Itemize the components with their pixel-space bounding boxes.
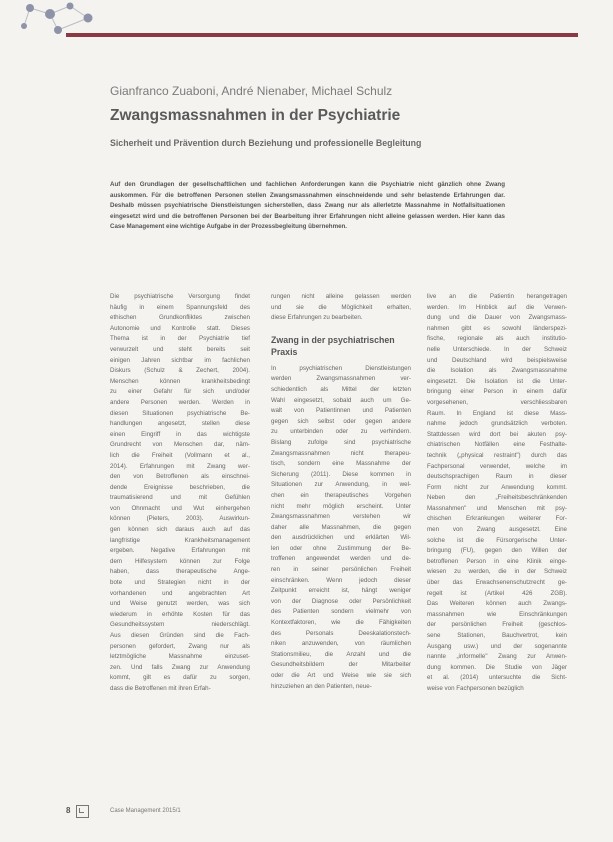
text-line: Gesundheitsbildern der Mitarbeiter — [271, 661, 411, 669]
text-line: diese Erfahrungen zu bearbeiten. — [271, 314, 363, 322]
text-line: vorhandenen und angebrachten Art — [110, 589, 250, 597]
text-line: zu einer Gefahr für sich und/oder — [110, 388, 250, 396]
text-line: ethischen Grundkonfliktes zwischen — [110, 314, 250, 322]
text-line: traumatisierend und mit Gefühlen — [110, 494, 250, 502]
text-line: Menschen können krankheitsbedingt — [110, 377, 250, 385]
text-line: sene Stationen, Bauchvertrot, kein — [427, 632, 567, 639]
text-line: walt von Patientinnen und Patienten — [271, 407, 411, 415]
text-line: letztmögliche Massnahme einzuset- — [110, 653, 250, 661]
text-line: vorgesehenen, verschliessbaren — [427, 398, 567, 406]
text-line: troffenen angewendet werden und de- — [271, 555, 411, 563]
text-line: tisch, sondern eine Massnahme der — [271, 460, 411, 468]
text-line: haben, dass therapeutische Ange- — [110, 568, 250, 576]
text-line: regelt ist (Artikel 426 ZGB). — [427, 589, 567, 597]
text-line: chischen Erkrankungen weiterer For- — [427, 515, 567, 523]
text-line: einigen Jahren sichtbar im fachlichen — [110, 356, 250, 364]
text-line: und sie die Möglichkeit erhalten, — [271, 303, 411, 311]
text-line: nicht mehr möglich erscheint. Unter — [271, 502, 411, 510]
text-line: niken anzuwenden, von räumlichen — [271, 640, 411, 648]
text-line: des Personals Deeskalationstech- — [271, 629, 411, 637]
text-line: diesen Situationen psychiatrische Be- — [110, 409, 250, 417]
text-line: personen gefordert, Zwang nur als — [110, 642, 250, 650]
text-line: kommt, gilt es dafür zu sorgen, — [110, 674, 250, 682]
text-line: Situationen zur Anwendung, in wel- — [271, 481, 411, 489]
text-line: solche ist die Fürsorgerische Unter- — [427, 536, 567, 544]
text-line: Das Weiteren können auch Zwangs- — [427, 600, 567, 608]
text-line: Grundrecht von Menschen dar, näm- — [110, 441, 250, 449]
journal-name: Case Management 2015/1 — [110, 808, 181, 814]
header-bar — [66, 33, 578, 37]
text-line: nannte „informelle" Zwang zur Anwen- — [427, 653, 567, 661]
text-line: wiederum in erhöhte Kosten für das — [110, 610, 250, 618]
text-line: nahmen gibt es sowohl länderspezi- — [427, 324, 567, 332]
page-number: 8 — [66, 806, 71, 815]
text-line: gen können sich daraus auch auf das — [110, 526, 250, 534]
text-line: Kontextfaktoren, wie die Fähigkeiten — [271, 619, 411, 627]
text-line: Zeitpunkt erreicht ist, hängt weniger — [271, 587, 411, 595]
text-line: oder die Art und Weise wie sie sich — [271, 672, 411, 679]
text-line: chen ein therapeutisches Vorgehen — [271, 491, 411, 499]
text-line: 2014). Erfahrungen mit Zwang wer- — [110, 462, 250, 470]
text-line: lich die Freiheit (Vollmann et al., — [110, 451, 250, 459]
text-line: men von Zwang ausgesetzt. Eine — [427, 526, 567, 534]
text-line: über das Erwachsenenschutzrecht ge- — [427, 579, 567, 587]
text-line: chiatrischen Notfällen eine Festhalte- — [427, 441, 567, 449]
text-line: schiedentlich als Mittel der letzten — [271, 385, 411, 393]
column-2 — [271, 292, 411, 692]
text-line: die Isolation als Zwangsmassnahme — [427, 367, 567, 375]
text-line: Aus diesen Gründen sind die Fach- — [110, 632, 250, 639]
text-line: ergeben. Negative Erfahrungen mit — [110, 547, 250, 555]
column-1 — [110, 292, 250, 695]
page-footer — [66, 806, 266, 820]
text-line: Gesundheitssystem niederschlägt. — [110, 621, 250, 629]
text-line: zen. Und falls Zwang zur Anwendung — [110, 663, 250, 671]
text-line: von Ohnmacht und Wut einhergehen — [110, 504, 250, 512]
text-line: Ausgang usw.) und der sogenannte — [427, 642, 567, 650]
text-line: Form nicht zur Anwendung kommt. — [427, 483, 567, 491]
text-line: der persönlichen Freiheit (geschlos- — [427, 621, 567, 629]
text-line: Zwang in der psychiatrischen — [271, 334, 395, 345]
text-line: weise von Fachpersonen bezüglich — [427, 684, 524, 692]
text-line: werden. Im Hinblick auf die Verwen- — [427, 303, 567, 311]
text-line: wiesen zu werden, die in der Schweiz — [427, 568, 567, 576]
journal-logo-icon — [76, 805, 89, 818]
text-line: einschränken. Wenn jedoch dieser — [271, 576, 411, 584]
text-line: nahme jedoch grundsätzlich verboten. — [427, 420, 567, 428]
text-line: dende Ereignisse beschrieben, die — [110, 483, 250, 491]
text-line: Raum. In England ist diese Mass- — [427, 409, 567, 417]
text-line: verwurzelt und steht bereits seit — [110, 345, 250, 353]
text-line: gegen sich selbst oder gegen andere — [271, 417, 411, 425]
text-line: handlungen angesetzt, stellen diese — [110, 420, 250, 428]
text-line: rungen nicht alleine gelassen werden — [271, 293, 411, 300]
text-line: hinzuziehen an den Patienten, neue- — [271, 682, 372, 690]
text-line: dung und die Dauer von Zwangsmass- — [427, 314, 567, 322]
text-line: Stattdessen wird dort bei akuten psy- — [427, 430, 567, 438]
text-line: Sicherung (2011). Diese kommen in — [271, 470, 411, 478]
text-line: den von Betroffenen als einschnei- — [110, 473, 250, 481]
text-line: und Deutschland wird beispielsweise — [427, 356, 567, 364]
text-line: dem Hilfesystem können zur Folge — [110, 557, 250, 565]
text-line: bote und Strategien nicht in der — [110, 579, 250, 587]
column-3 — [427, 292, 567, 695]
text-line: Fachpersonal verwendet, welche im — [427, 462, 567, 470]
text-line: langfristige Krankheitsmanagement — [110, 536, 250, 544]
text-line: bringung einer Person in einem dafür — [427, 388, 567, 396]
article-subtitle: Sicherheit und Prävention durch Beziehung und professionelle Begleitung — [110, 138, 422, 148]
text-line: bringung (FU), gegen den Willen der — [427, 547, 567, 555]
text-line: Wahl eingesetzt, sobald auch um Ge- — [271, 396, 411, 404]
text-line: dung kommen. Die Studie von Jäger — [427, 663, 567, 671]
text-line: Zwangsmassnahmen verstehen wir — [271, 513, 411, 521]
text-line: nelle Unterschiede. In der Schweiz — [427, 345, 567, 353]
text-line: Neben den „Freiheitsbeschränkenden — [427, 494, 567, 502]
text-line: Massnahmen" und Menschen mit psy- — [427, 504, 567, 512]
text-line: dass die Betroffenen mit ihren Erfah- — [110, 684, 211, 692]
text-line: Praxis — [271, 346, 298, 357]
text-line: des Patienten sondern vielmehr von — [271, 608, 411, 616]
text-line: technik („physical restraint") durch das — [427, 451, 567, 459]
text-line: von der Diagnose oder Persönlichkeit — [271, 597, 411, 605]
abstract: Auf den Grundlagen der gesellschaftlichen und fachlichen Anforderungen kann die Psychiatrie nicht gänzlich ohne Zwang auskommen. Für die betroffenen Personen stellen Zwangsmassnahmen einschneidende und sehr belastende Erfahrungen dar. Deshalb müssen psychiatrische Dienstleistungen sicherstellen, dass Zwang nur als allerletzte Massnahme in Notfallsituationen eingesetzt wird und die betroffenen Personen bei der Bearbeitung ihrer Erfahrungen nicht alleine gelassen werden. Hier kann das Case Management eine wichtige Aufgabe in der Prozessbegleitung übernehmen. — [110, 181, 505, 231]
text-line: len oder ohne Zustimmung der Be- — [271, 544, 411, 552]
text-line: massnahmen wie Einschränkungen — [427, 610, 567, 618]
text-line: ren in seiner persönlichen Freiheit — [271, 566, 411, 574]
molecule-decoration-icon — [0, 0, 120, 40]
text-line: einen Eingriff in das wichtigste — [110, 430, 250, 438]
article-title: Zwangsmassnahmen in der Psychiatrie — [110, 107, 401, 124]
text-line: andere Personen werden. Werden in — [110, 398, 250, 406]
text-line: häufig in einem Spannungsfeld des — [110, 303, 250, 311]
authors: Gianfranco Zuaboni, André Nienaber, Michael Schulz — [110, 84, 393, 98]
text-line: Zwangsmassnahmen nicht therapeu- — [271, 449, 411, 457]
text-line: betroffenen Person in eine Klinik einge- — [427, 557, 567, 565]
text-line: live an die Patientin herangetragen — [427, 293, 567, 300]
text-line: können (Pieters, 2003). Auswirkun- — [110, 515, 250, 523]
text-line: und Weise genutzt werden, was sich — [110, 600, 250, 608]
text-line: den ausdrücklichen und erklärten Wil- — [271, 534, 411, 542]
text-line: zu unterbinden oder zu verhindern. — [271, 428, 411, 436]
text-line: werden Zwangsmassnahmen ver- — [271, 375, 411, 383]
text-line: Bislang zufolge sind psychiatrische — [271, 438, 411, 446]
section-heading — [271, 334, 411, 358]
text-line: Die psychiatrische Versorgung findet — [110, 293, 250, 300]
text-line: deutschsprachigen Raum in dieser — [427, 473, 567, 481]
text-line: Thema ist in der Psychiatrie tief — [110, 335, 250, 343]
text-line: Stationsmilieu, die Anzahl und die — [271, 650, 411, 658]
text-line: fische, regionale als auch institutio- — [427, 335, 567, 343]
text-line: In psychiatrischen Dienstleistungen — [271, 364, 411, 372]
text-line: eingesetzt. Die Isolation ist die Unter- — [427, 377, 567, 385]
text-line: Autonomie und Kontrolle statt. Dieses — [110, 324, 250, 332]
text-line: et al. (2014) untersuchte die Sicht- — [427, 674, 567, 682]
text-line: Diskurs (Schulz & Zechert, 2004). — [110, 367, 250, 375]
text-line: daher alle Massnahmen, die gegen — [271, 523, 411, 531]
